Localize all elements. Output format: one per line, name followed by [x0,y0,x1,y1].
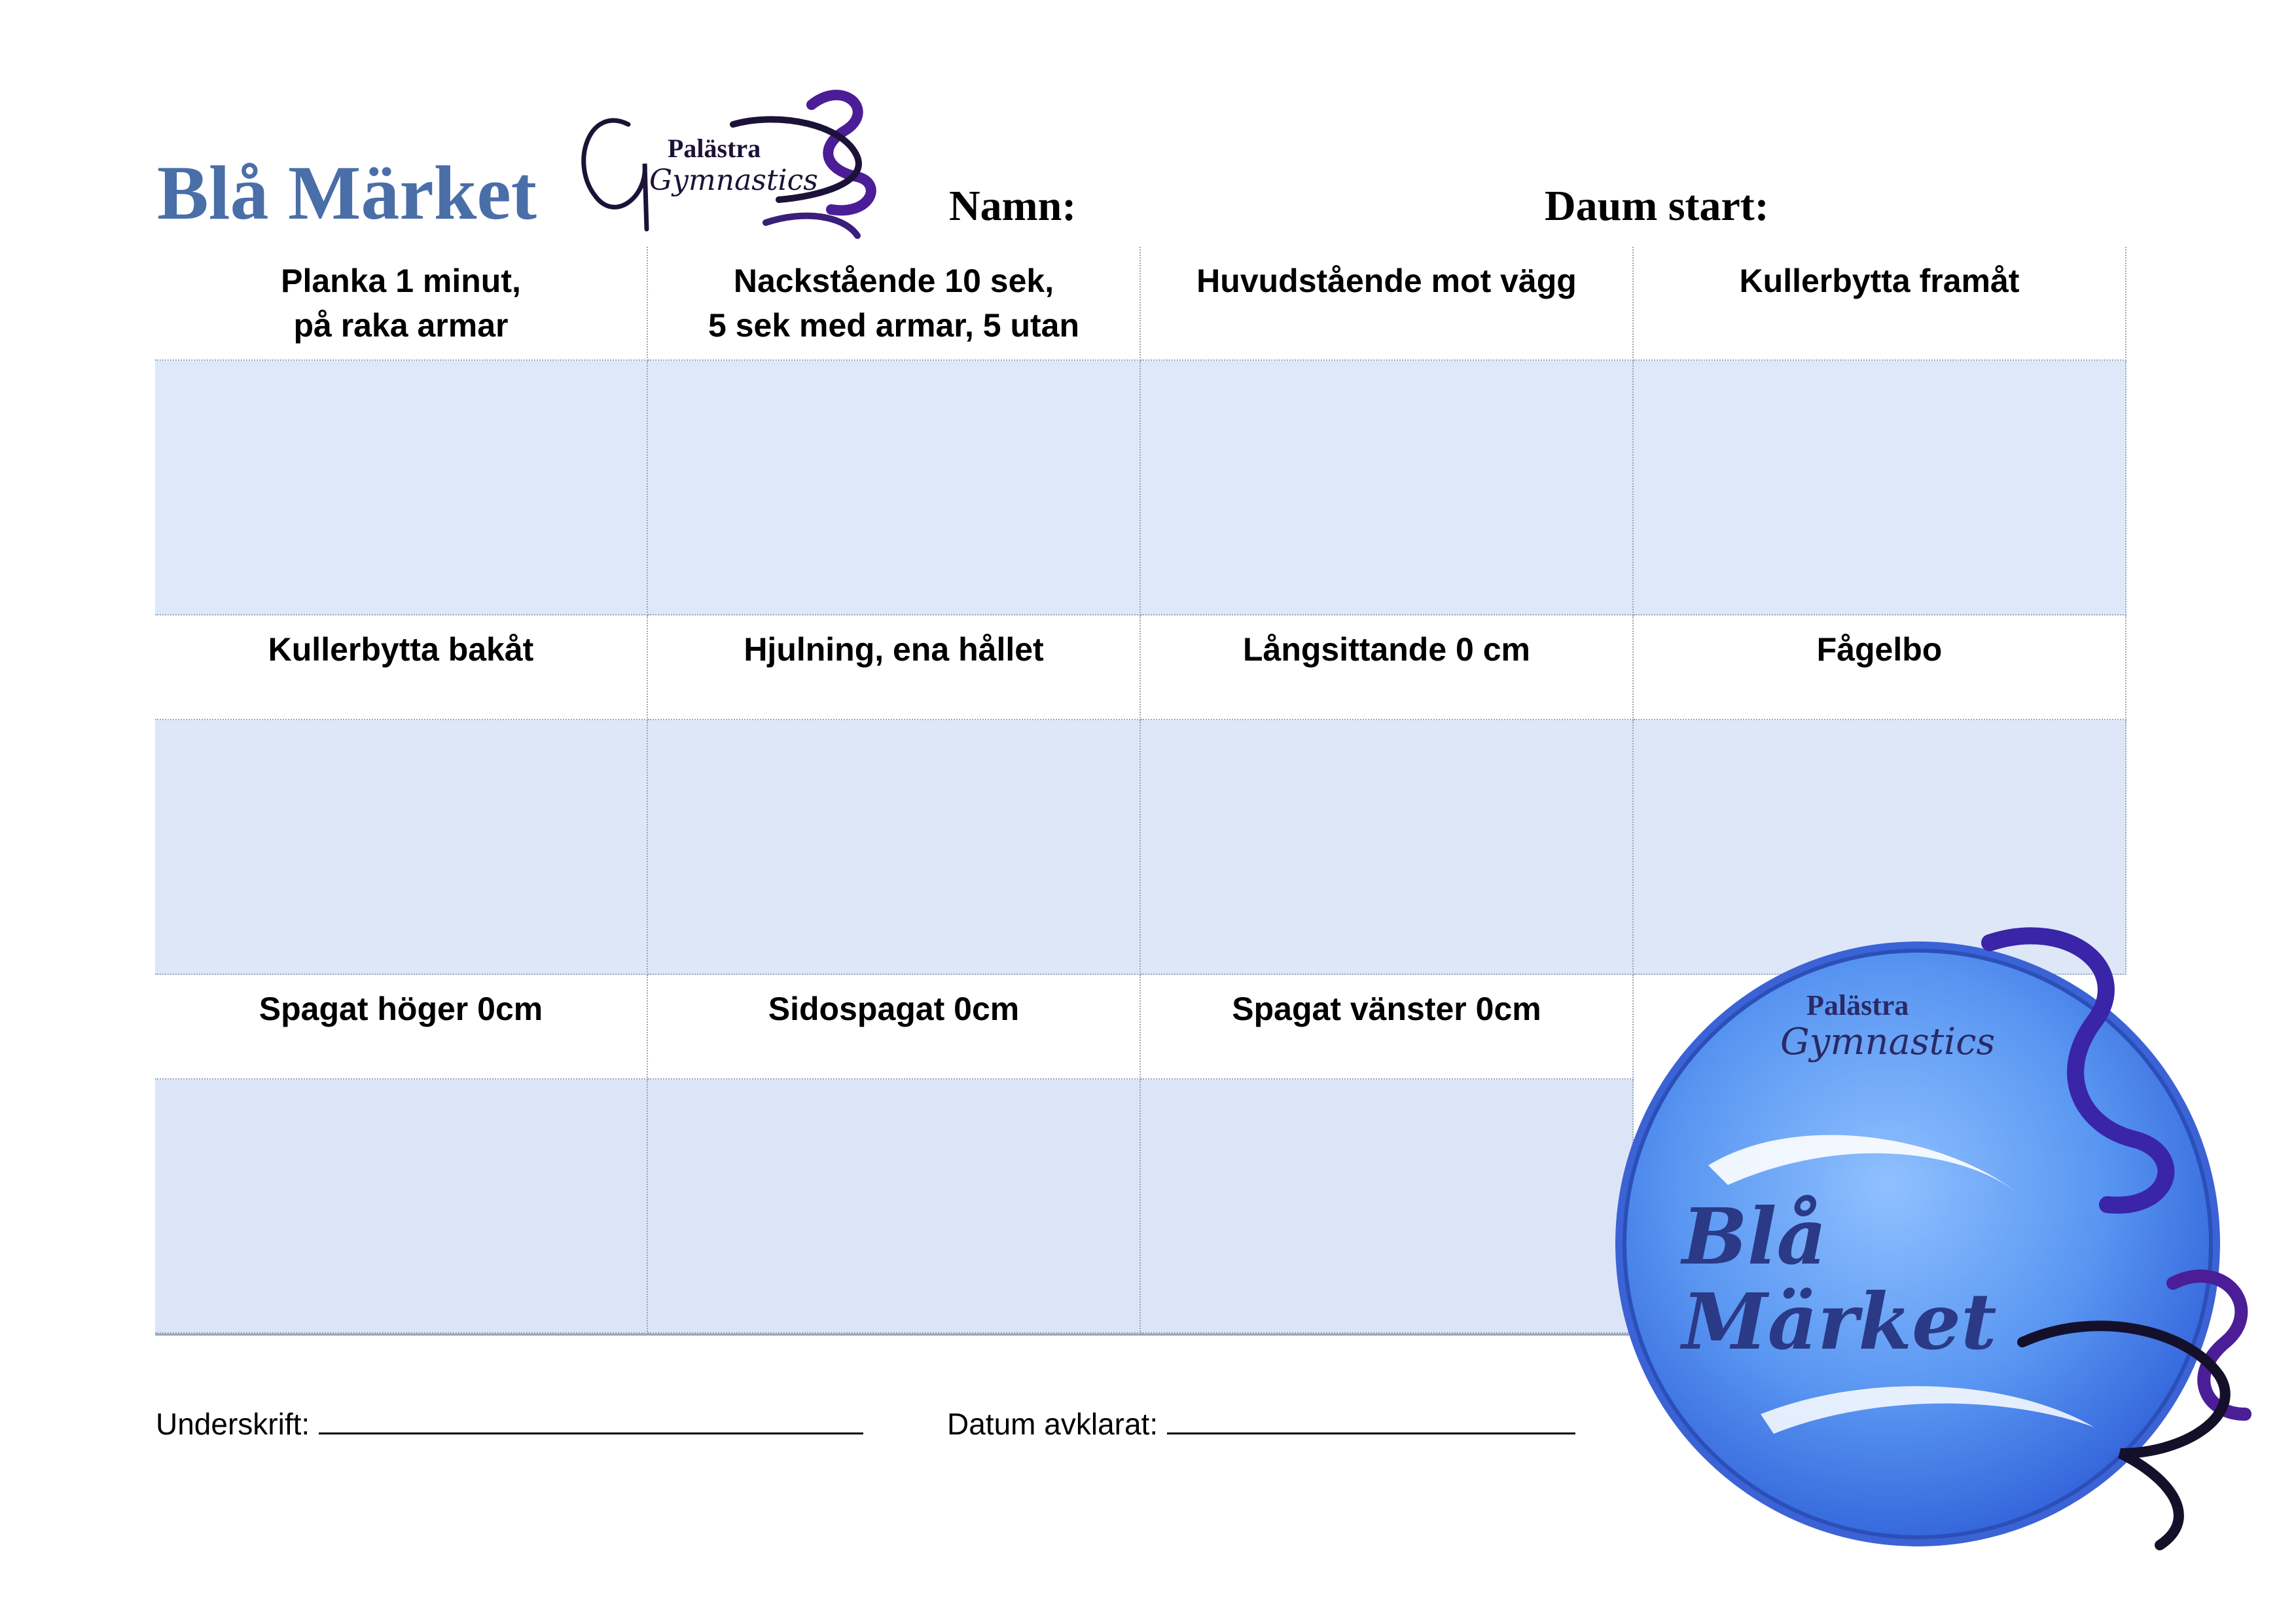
palastra-gymnastics-logo [569,85,884,255]
start-date-label: Daum start: [1545,182,1769,230]
skill-checkoff-cell[interactable] [648,361,1141,615]
skill-label-line: Sidospagat 0cm [768,991,1020,1027]
skill-header [648,975,1141,1080]
logo-text-palastra: Palästra [668,134,761,163]
skill-header [155,247,648,361]
page-title: Blå Märket [157,150,537,236]
skill-label-line: Nackstående 10 sek, [733,263,1054,299]
skill-label-line: Långsittande 0 cm [1243,631,1530,668]
skill-checkoff-cell[interactable] [1141,720,1634,975]
badge-logo-palastra: Palästra [1806,989,1909,1021]
name-label: Namn: [949,182,1077,230]
skill-header [1141,615,1634,720]
signature-label: Underskrift: [156,1407,310,1441]
skill-label-line: på raka armar [293,307,509,344]
skill-header [1141,247,1634,361]
badge-logo-gymnastics: Gymnastics [1780,1021,1996,1063]
skill-label-line: Spagat vänster 0cm [1232,991,1541,1027]
skill-checkoff-cell[interactable] [648,720,1141,975]
skill-label-line: Kullerbytta bakåt [268,631,534,668]
badge-text-bla: Blå [1682,1191,1827,1282]
skill-checkoff-cell[interactable] [155,1080,648,1334]
date-completed-label: Datum avklarat: [947,1407,1158,1441]
skill-label-line: Hjulning, ena hållet [744,631,1044,668]
skill-label-line: 5 sek med armar, 5 utan [708,307,1079,344]
skill-header [1634,247,2126,361]
skill-header [1634,615,2126,720]
badge-text-market: Märket [1682,1276,1997,1367]
skill-header [648,615,1141,720]
skill-header [648,247,1141,361]
bla-market-badge [1597,917,2278,1571]
skill-label-line: Spagat höger 0cm [259,991,543,1027]
skill-label-line: Planka 1 minut, [281,263,521,299]
skill-label-line: Kullerbytta framåt [1739,263,2020,299]
date-completed-line[interactable] [1167,1406,1575,1434]
skill-header [1141,975,1634,1080]
signature-line[interactable] [319,1406,863,1434]
skill-checkoff-cell[interactable] [1141,1080,1634,1334]
skill-header [155,975,648,1080]
date-completed-field[interactable] [947,1406,1575,1439]
logo-text-gymnastics: Gymnastics [649,164,818,197]
skill-checkoff-cell[interactable] [1634,361,2126,615]
skill-checkoff-cell[interactable] [155,720,648,975]
skill-checkoff-cell[interactable] [155,361,648,615]
skill-checkoff-cell[interactable] [1141,361,1634,615]
skill-label-line: Huvudstående mot vägg [1196,263,1577,299]
skill-header [155,615,648,720]
signature-field[interactable] [156,1406,863,1439]
skill-checkoff-cell[interactable] [648,1080,1141,1334]
skill-label-line: Fågelbo [1816,631,1943,668]
